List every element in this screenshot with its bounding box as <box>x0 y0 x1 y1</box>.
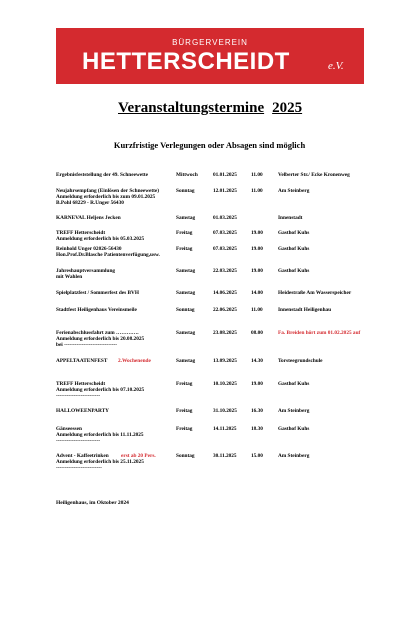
event-time: 11.00 <box>251 188 263 194</box>
event-name-line: HALLOWEENPARTY <box>56 408 109 414</box>
event-weekday: Sonntag <box>176 453 195 459</box>
event-name-line: Stadtfest Heiligenhaus Vereinsmeile <box>56 307 137 313</box>
event-name-line: Anmeldung erforderlich bis 20.08.2025 <box>56 336 145 342</box>
event-name-line: Anmeldung erforderlich bis zum 09.01.2025 <box>56 194 156 200</box>
event-name-line: Advent - Kaffeetrinken <box>56 453 109 459</box>
event-date: 14.06.2025 <box>213 290 237 296</box>
footer-note: Heiligenhaus, im Oktober 2024 <box>56 500 129 506</box>
event-name-line: KARNEVAL Heljens Jecken <box>56 215 121 221</box>
event-name-line: Ergebnisfeststellung der 49. Schneewette <box>56 172 148 178</box>
event-name-line: Reinhold Unger 02026-56430 <box>56 246 122 252</box>
event-weekday: Freitag <box>176 381 193 387</box>
event-weekday: Freitag <box>176 246 193 252</box>
event-weekday: Samstag <box>176 358 196 364</box>
event-date: 01.03.2025 <box>213 215 237 221</box>
event-time: 19.00 <box>251 230 263 236</box>
event-date: 14.11.2025 <box>213 426 237 432</box>
event-note: erst ab 20 Pers. <box>121 453 156 459</box>
event-weekday: Samstag <box>176 330 196 336</box>
event-name-line: TREFF Hetterscheidt <box>56 381 106 387</box>
event-name-line: Spielplatzfest / Sommerfest des BVH <box>56 290 139 296</box>
event-location: Am Steinberg <box>278 188 310 194</box>
event-time: 19.00 <box>251 381 263 387</box>
event-name-line: Anmeldung erforderlich bis 11.11.2025 <box>56 432 144 438</box>
event-location: Heidestraße Am Wasserspeicher <box>278 290 352 296</box>
event-date: 12.01.2025 <box>213 188 237 194</box>
page-title <box>118 100 302 117</box>
event-date: 30.11.2025 <box>213 453 237 459</box>
banner-subtitle: BÜRGERVEREIN <box>172 38 248 47</box>
event-time: 19.00 <box>251 268 263 274</box>
event-date: 22.06.2025 <box>213 307 237 313</box>
event-date: 31.10.2025 <box>213 408 237 414</box>
event-location: Fa. Breiden hört zum 01.02.2025 auf <box>278 330 361 336</box>
event-weekday: Freitag <box>176 426 193 432</box>
event-name-line: APPELTAATENFEST <box>56 358 108 364</box>
event-location: Am Steinberg <box>278 408 310 414</box>
event-location: Innenstadt Heiligenhau <box>278 307 332 313</box>
event-weekday: Sonntag <box>176 307 195 313</box>
event-location: Innenstadt <box>278 215 303 221</box>
event-name-line: Hon.Prof.Dr.Blasche Patientenverfügung,usw. <box>56 252 160 258</box>
event-location: Gasthof Kuhs <box>278 426 310 432</box>
event-weekday: Samstag <box>176 268 196 274</box>
event-name-line: Anmeldung erforderlich bis 25.11.2025 <box>56 459 144 465</box>
event-date: 01.01.2025 <box>213 172 237 178</box>
event-name-line: Jahreshauptversammlung <box>56 268 116 274</box>
event-name-line: Anmeldung erforderlich bis 07.10.2025 <box>56 387 145 393</box>
event-name-line: Neujahrsempfang (Einlösen der Schneewette) <box>56 188 160 194</box>
event-weekday: Freitag <box>176 230 193 236</box>
page-title-year: 2025 <box>272 100 303 116</box>
event-location: Velberter Str./ Ecke Kronenweg <box>278 172 350 178</box>
event-date: 07.03.2025 <box>213 230 237 236</box>
event-time: 14.30 <box>251 358 263 364</box>
event-weekday: Samstag <box>176 215 196 221</box>
page-subtitle: Kurzfristige Verlegungen oder Absagen sind möglich <box>113 140 306 150</box>
event-location: Am Steinberg <box>278 453 310 459</box>
event-weekday: Freitag <box>176 408 193 414</box>
event-name-line: mit Wahlen <box>56 274 83 280</box>
event-time: 11.00 <box>251 307 263 313</box>
banner-title: HETTERSCHEIDT <box>82 48 290 75</box>
event-date: 23.08.2025 <box>213 330 237 336</box>
event-name-line: ------------------------- <box>56 438 101 444</box>
event-name-line: TREFF Hetterscheidt <box>56 230 106 236</box>
event-location: Gasthof Kuhs <box>278 230 310 236</box>
event-location: Gasthof Kuhs <box>278 246 310 252</box>
page-title-text: Veranstaltungstermine <box>118 100 265 116</box>
event-name-line: Ferienabschlussfahrt zum …………. <box>56 330 139 336</box>
event-time: 19.00 <box>251 246 263 252</box>
event-weekday: Samstag <box>176 290 196 296</box>
club-banner <box>56 28 364 84</box>
event-time: 14.00 <box>251 290 263 296</box>
event-note: 2.Wochenende <box>118 358 151 364</box>
event-date: 10.10.2025 <box>213 381 237 387</box>
event-location: Torsteegrundschule <box>278 358 323 364</box>
event-location: Gasthof Kuhs <box>278 381 310 387</box>
event-time: 11.00 <box>251 172 263 178</box>
event-name-line: ------------------------- <box>56 393 101 399</box>
event-date: 22.03.2025 <box>213 268 237 274</box>
event-time: 18.30 <box>251 426 263 432</box>
event-name-line: bei ------------------------------ <box>56 342 118 348</box>
event-weekday: Sonntag <box>176 188 195 194</box>
event-name-line: B.Pohl 68229 - R.Unger 56430 <box>56 200 124 206</box>
event-location: Gasthof Kuhs <box>278 268 310 274</box>
banner-ev: e.V. <box>328 60 344 72</box>
event-name-line: -------------------------- <box>56 465 102 471</box>
event-name-line: Gänseessen <box>56 426 82 432</box>
event-time: 15.00 <box>251 453 263 459</box>
event-time: 08.00 <box>251 330 263 336</box>
event-time: 16.30 <box>251 408 263 414</box>
event-date: 07.03.2025 <box>213 246 237 252</box>
event-weekday: Mittwoch <box>176 172 198 178</box>
event-name-line: Anmeldung erforderlich bis 05.03.2025 <box>56 236 145 242</box>
event-date: 13.09.2025 <box>213 358 237 364</box>
